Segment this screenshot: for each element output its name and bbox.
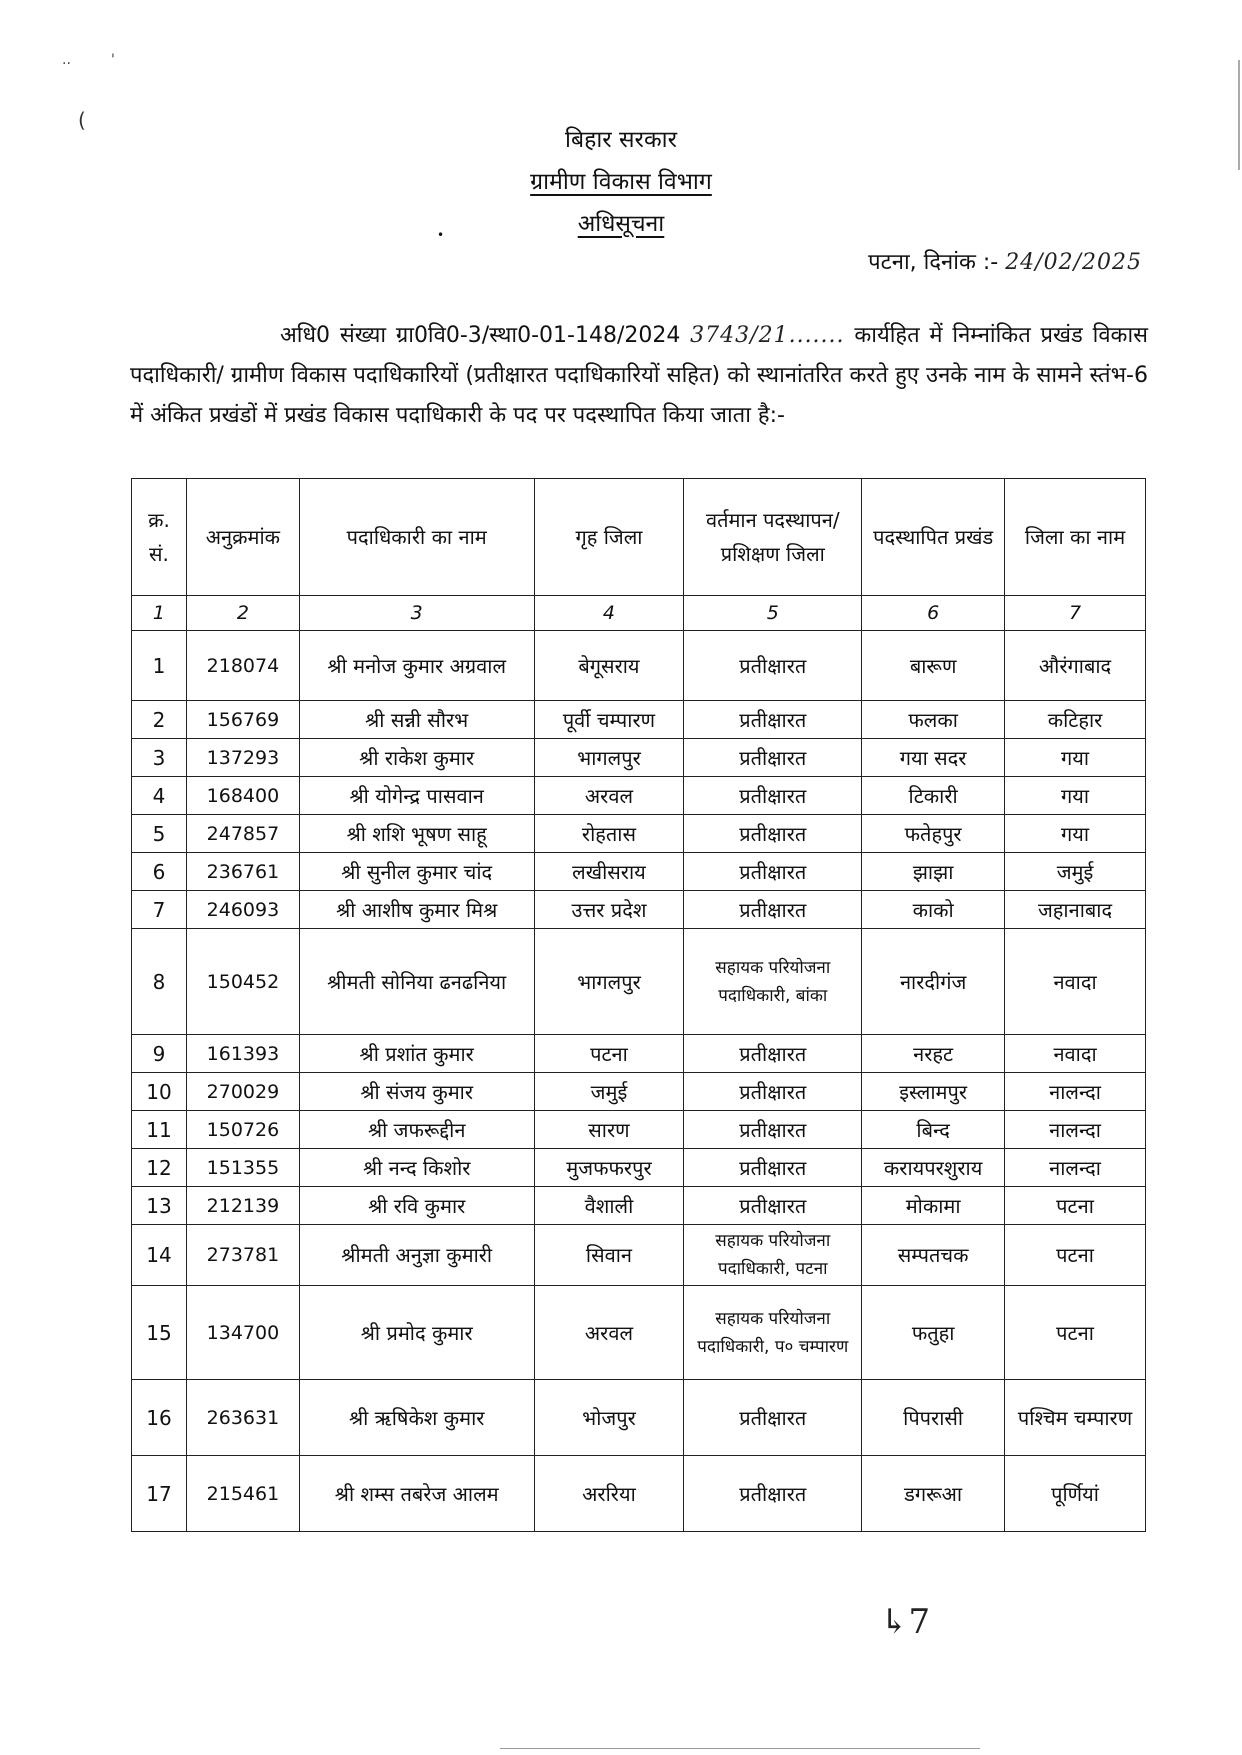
column-number: 6 <box>862 596 1005 631</box>
cell-district: औरंगाबाद <box>1005 631 1146 701</box>
cell-name: श्री आशीष कुमार मिश्र <box>299 891 534 929</box>
cell-home-district: वैशाली <box>534 1187 684 1225</box>
header-posted-block: पदस्थापित प्रखंड <box>862 479 1005 596</box>
cell-sn: 14 <box>132 1225 187 1286</box>
cell-home-district: भोजपुर <box>534 1380 684 1456</box>
cell-name: श्री सन्नी सौरभ <box>299 701 534 739</box>
header-name: पदाधिकारी का नाम <box>299 479 534 596</box>
department-title: ग्रामीण विकास विभाग <box>530 169 712 195</box>
notification-body: कार्यहित में निम्नांकित प्रखंड विकास पदाधिकारी/ ग्रामीण विकास पदाधिकारियों (प्रतीक्षारत पदाधिकारियों सहित) को स्थानांतरित करते हुए उनके नाम के सामने स्तंभ-6 में अंकित प्रखंडों में प्रखंड विकास पदाधिकारी के पद पर पदस्थापित किया जाता है:- <box>130 323 1149 428</box>
cell-seq: 212139 <box>186 1187 299 1225</box>
cell-posted-block: नारदीगंज <box>862 929 1005 1035</box>
date-label: पटना, दिनांक :- <box>868 250 999 275</box>
cell-home-district: मुजफफरपुर <box>534 1149 684 1187</box>
cell-home-district: सारण <box>534 1111 684 1149</box>
government-title: बिहार सरकार <box>565 127 677 153</box>
cell-current-posting: प्रतीक्षारत <box>684 1456 862 1532</box>
cell-seq: 151355 <box>186 1149 299 1187</box>
cell-current-posting: सहायक परियोजना पदाधिकारी, प० चम्पारण <box>684 1286 862 1380</box>
cell-posted-block: मोकामा <box>862 1187 1005 1225</box>
table-row <box>132 777 1146 815</box>
column-number: 7 <box>1005 596 1146 631</box>
notification-number-handwritten: 3743/21 <box>690 323 789 348</box>
cell-sn: 7 <box>132 891 187 929</box>
cell-district: पश्चिम चम्पारण <box>1005 1380 1146 1456</box>
date-value-handwritten: 24/02/2025 <box>1005 250 1142 275</box>
cell-name: श्री जफरूद्दीन <box>299 1111 534 1149</box>
cell-current-posting: प्रतीक्षारत <box>684 777 862 815</box>
column-number: 2 <box>186 596 299 631</box>
header-home-district: गृह जिला <box>534 479 684 596</box>
cell-sn: 8 <box>132 929 187 1035</box>
cell-seq: 137293 <box>186 739 299 777</box>
cell-district: नवादा <box>1005 929 1146 1035</box>
header-seq: अनुक्रमांक <box>186 479 299 596</box>
cell-current-posting: प्रतीक्षारत <box>684 701 862 739</box>
scan-mark: • <box>437 228 445 242</box>
handwritten-mark: ↳7 <box>880 1602 931 1642</box>
scan-mark: ( <box>78 108 86 132</box>
posting-table <box>131 478 1146 1532</box>
cell-district: पटना <box>1005 1225 1146 1286</box>
cell-posted-block: करायपरशुराय <box>862 1149 1005 1187</box>
cell-sn: 5 <box>132 815 187 853</box>
table-row <box>132 631 1146 701</box>
cell-name: श्री प्रशांत कुमार <box>299 1035 534 1073</box>
cell-current-posting: प्रतीक्षारत <box>684 853 862 891</box>
table-row <box>132 1380 1146 1456</box>
cell-current-posting: प्रतीक्षारत <box>684 891 862 929</box>
cell-posted-block: बिन्द <box>862 1111 1005 1149</box>
cell-seq: 161393 <box>186 1035 299 1073</box>
cell-seq: 270029 <box>186 1073 299 1111</box>
cell-district: नालन्दा <box>1005 1111 1146 1149</box>
cell-name: श्री शम्स तबरेज आलम <box>299 1456 534 1532</box>
cell-current-posting: प्रतीक्षारत <box>684 1111 862 1149</box>
table-row <box>132 1225 1146 1286</box>
cell-seq: 246093 <box>186 891 299 929</box>
column-number: 3 <box>299 596 534 631</box>
cell-current-posting: सहायक परियोजना पदाधिकारी, पटना <box>684 1225 862 1286</box>
cell-posted-block: झाझा <box>862 853 1005 891</box>
document-type: अधिसूचना <box>577 211 665 237</box>
cell-home-district: उत्तर प्रदेश <box>534 891 684 929</box>
cell-current-posting: प्रतीक्षारत <box>684 1187 862 1225</box>
cell-current-posting: प्रतीक्षारत <box>684 815 862 853</box>
cell-home-district: पटना <box>534 1035 684 1073</box>
cell-posted-block: डगरूआ <box>862 1456 1005 1532</box>
cell-district: नालन्दा <box>1005 1073 1146 1111</box>
cell-sn: 12 <box>132 1149 187 1187</box>
cell-current-posting: प्रतीक्षारत <box>684 1073 862 1111</box>
cell-district: कटिहार <box>1005 701 1146 739</box>
footer-line <box>500 1748 980 1749</box>
cell-sn: 13 <box>132 1187 187 1225</box>
cell-district: गया <box>1005 815 1146 853</box>
table-row <box>132 739 1146 777</box>
cell-posted-block: फतेहपुर <box>862 815 1005 853</box>
table-row <box>132 1149 1146 1187</box>
cell-home-district: पूर्वी चम्पारण <box>534 701 684 739</box>
cell-home-district: भागलपुर <box>534 739 684 777</box>
cell-current-posting: प्रतीक्षारत <box>684 1149 862 1187</box>
cell-seq: 168400 <box>186 777 299 815</box>
cell-seq: 273781 <box>186 1225 299 1286</box>
table-row <box>132 1035 1146 1073</box>
cell-sn: 10 <box>132 1073 187 1111</box>
cell-sn: 17 <box>132 1456 187 1532</box>
scan-mark: .. ' <box>62 52 115 68</box>
cell-seq: 156769 <box>186 701 299 739</box>
cell-sn: 4 <box>132 777 187 815</box>
cell-district: जमुई <box>1005 853 1146 891</box>
cell-home-district: रोहतास <box>534 815 684 853</box>
table-row <box>132 891 1146 929</box>
cell-posted-block: गया सदर <box>862 739 1005 777</box>
cell-posted-block: काको <box>862 891 1005 929</box>
cell-posted-block: बारूण <box>862 631 1005 701</box>
cell-name: श्री राकेश कुमार <box>299 739 534 777</box>
cell-home-district: अररिया <box>534 1456 684 1532</box>
cell-home-district: लखीसराय <box>534 853 684 891</box>
cell-sn: 1 <box>132 631 187 701</box>
header-district: जिला का नाम <box>1005 479 1146 596</box>
cell-home-district: सिवान <box>534 1225 684 1286</box>
cell-posted-block: फतुहा <box>862 1286 1005 1380</box>
cell-seq: 236761 <box>186 853 299 891</box>
cell-seq: 150726 <box>186 1111 299 1149</box>
cell-sn: 15 <box>132 1286 187 1380</box>
table-row <box>132 1187 1146 1225</box>
cell-district: पटना <box>1005 1187 1146 1225</box>
cell-current-posting: प्रतीक्षारत <box>684 739 862 777</box>
cell-district: गया <box>1005 739 1146 777</box>
cell-home-district: अरवल <box>534 777 684 815</box>
cell-name: श्री नन्द किशोर <box>299 1149 534 1187</box>
cell-sn: 11 <box>132 1111 187 1149</box>
cell-name: श्री शशि भूषण साहू <box>299 815 534 853</box>
cell-seq: 218074 <box>186 631 299 701</box>
cell-district: नवादा <box>1005 1035 1146 1073</box>
table-row <box>132 853 1146 891</box>
cell-sn: 2 <box>132 701 187 739</box>
cell-current-posting: सहायक परियोजना पदाधिकारी, बांका <box>684 929 862 1035</box>
cell-name: श्री ऋषिकेश कुमार <box>299 1380 534 1456</box>
table-row <box>132 929 1146 1035</box>
cell-current-posting: प्रतीक्षारत <box>684 631 862 701</box>
date-line <box>868 246 1142 276</box>
table-row <box>132 701 1146 739</box>
cell-seq: 247857 <box>186 815 299 853</box>
cell-sn: 16 <box>132 1380 187 1456</box>
cell-sn: 3 <box>132 739 187 777</box>
table-row <box>132 1111 1146 1149</box>
cell-current-posting: प्रतीक्षारत <box>684 1035 862 1073</box>
cell-name: श्री योगेन्द्र पासवान <box>299 777 534 815</box>
table-row <box>132 1286 1146 1380</box>
cell-seq: 263631 <box>186 1380 299 1456</box>
cell-district: गया <box>1005 777 1146 815</box>
cell-home-district: अरवल <box>534 1286 684 1380</box>
cell-posted-block: फलका <box>862 701 1005 739</box>
table-row <box>132 815 1146 853</box>
cell-name: श्रीमती अनुज्ञा कुमारी <box>299 1225 534 1286</box>
cell-name: श्री सुनील कुमार चांद <box>299 853 534 891</box>
cell-name: श्रीमती सोनिया ढनढनिया <box>299 929 534 1035</box>
header-sn: क्र. सं. <box>132 479 187 596</box>
notification-paragraph: अधि0 संख्या ग्रा0वि0-3/स्था0-01-148/2024 3743/21....... कार्यहित में निम्नांकित प्रखंड विकास पदाधिकारी/ ग्रामीण विकास पदाधिकारियों (प्रतीक्षारत पदाधिकारियों सहित) को स्थानांतरित करते हुए उनके नाम के सामने स्तंभ-6 में अंकित प्रखंडों में प्रखंड विकास पदाधिकारी के पद पर पदस्थापित किया जाता है:- <box>130 323 1149 428</box>
cell-name: श्री प्रमोद कुमार <box>299 1286 534 1380</box>
cell-sn: 9 <box>132 1035 187 1073</box>
column-number: 4 <box>534 596 684 631</box>
table-header-row <box>132 479 1146 596</box>
table-row <box>132 1456 1146 1532</box>
column-number-row <box>132 596 1146 631</box>
cell-posted-block: टिकारी <box>862 777 1005 815</box>
cell-home-district: जमुई <box>534 1073 684 1111</box>
cell-posted-block: नरहट <box>862 1035 1005 1073</box>
cell-seq: 215461 <box>186 1456 299 1532</box>
cell-district: पूर्णियां <box>1005 1456 1146 1532</box>
table-body <box>132 631 1146 1532</box>
cell-name: श्री संजय कुमार <box>299 1073 534 1111</box>
cell-home-district: भागलपुर <box>534 929 684 1035</box>
cell-current-posting: प्रतीक्षारत <box>684 1380 862 1456</box>
cell-district: पटना <box>1005 1286 1146 1380</box>
cell-posted-block: पिपरासी <box>862 1380 1005 1456</box>
notification-number-prefix: अधि0 संख्या ग्रा0वि0-3/स्था0-01-148/2024 <box>280 323 681 348</box>
cell-name: श्री मनोज कुमार अग्रवाल <box>299 631 534 701</box>
cell-sn: 6 <box>132 853 187 891</box>
table-row <box>132 1073 1146 1111</box>
cell-home-district: बेगूसराय <box>534 631 684 701</box>
cell-posted-block: सम्पतचक <box>862 1225 1005 1286</box>
cell-posted-block: इस्लामपुर <box>862 1073 1005 1111</box>
cell-district: जहानाबाद <box>1005 891 1146 929</box>
cell-district: नालन्दा <box>1005 1149 1146 1187</box>
cell-name: श्री रवि कुमार <box>299 1187 534 1225</box>
column-number: 1 <box>132 596 187 631</box>
cell-seq: 134700 <box>186 1286 299 1380</box>
header-current-posting: वर्तमान पदस्थापन/ प्रशिक्षण जिला <box>684 479 862 596</box>
cell-seq: 150452 <box>186 929 299 1035</box>
column-number: 5 <box>684 596 862 631</box>
